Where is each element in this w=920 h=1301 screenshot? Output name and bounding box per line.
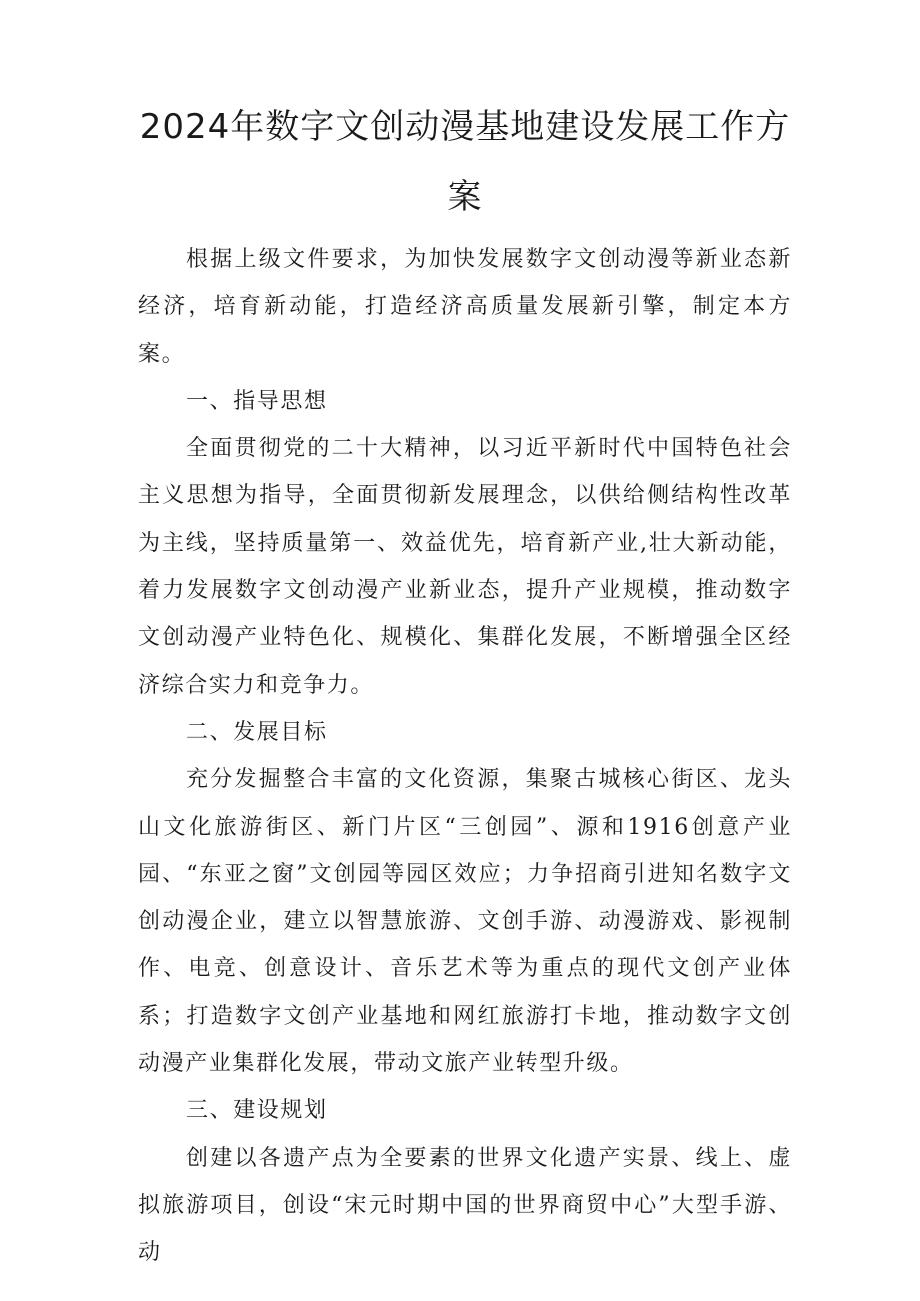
section-heading-guiding-ideology: 一、指导思想: [186, 388, 328, 414]
intro-paragraph: 根据上级文件要求，为加快发展数字文创动漫等新业态新经济，培育新动能，打造经济高质量发展新引擎，制定本方案。: [138, 247, 792, 367]
document-body: [138, 236, 792, 1277]
section-heading-construction-plan: 三、建设规划: [186, 1098, 328, 1124]
section-paragraph-construction-plan: 创建以各遗产点为全要素的世界文化遗产实景、线上、虚拟旅游项目，创设“宋元时期中国的世界商贸中心”大型手游、动: [138, 1145, 792, 1266]
title-line-1: 2024年数字文创动漫基地建设发展工作方: [139, 107, 791, 147]
document-title: [138, 92, 792, 232]
title-line-2: 案: [447, 177, 483, 217]
section-paragraph-guiding-ideology: 全面贯彻党的二十大精神，以习近平新时代中国特色社会主义思想为指导，全面贯彻新发展理念，以供给侧结构性改革为主线，坚持质量第一、效益优先，培育新产业,壮大新动能，着力发展数字文创动漫产业新业态，提升产业规模，推动数字文创动漫产业特色化、规模化、集群化发展，不断增强全区经济综合实力和竞争力。: [138, 436, 792, 698]
section-paragraph-development-goals: 充分发掘整合丰富的文化资源，集聚古城核心街区、龙头山文化旅游街区、新门片区“三创园”、源和1916创意产业园、“东亚之窗”文创园等园区效应；力争招商引进知名数字文创动漫企业，建立以智慧旅游、文创手游、动漫游戏、影视制作、电竞、创意设计、音乐艺术等为重点的现代文创产业体系；打造数字文创产业基地和网红旅游打卡地，推动数字文创动漫产业集群化发展，带动文旅产业转型升级。: [138, 767, 792, 1077]
section-heading-development-goals: 二、发展目标: [186, 719, 328, 745]
